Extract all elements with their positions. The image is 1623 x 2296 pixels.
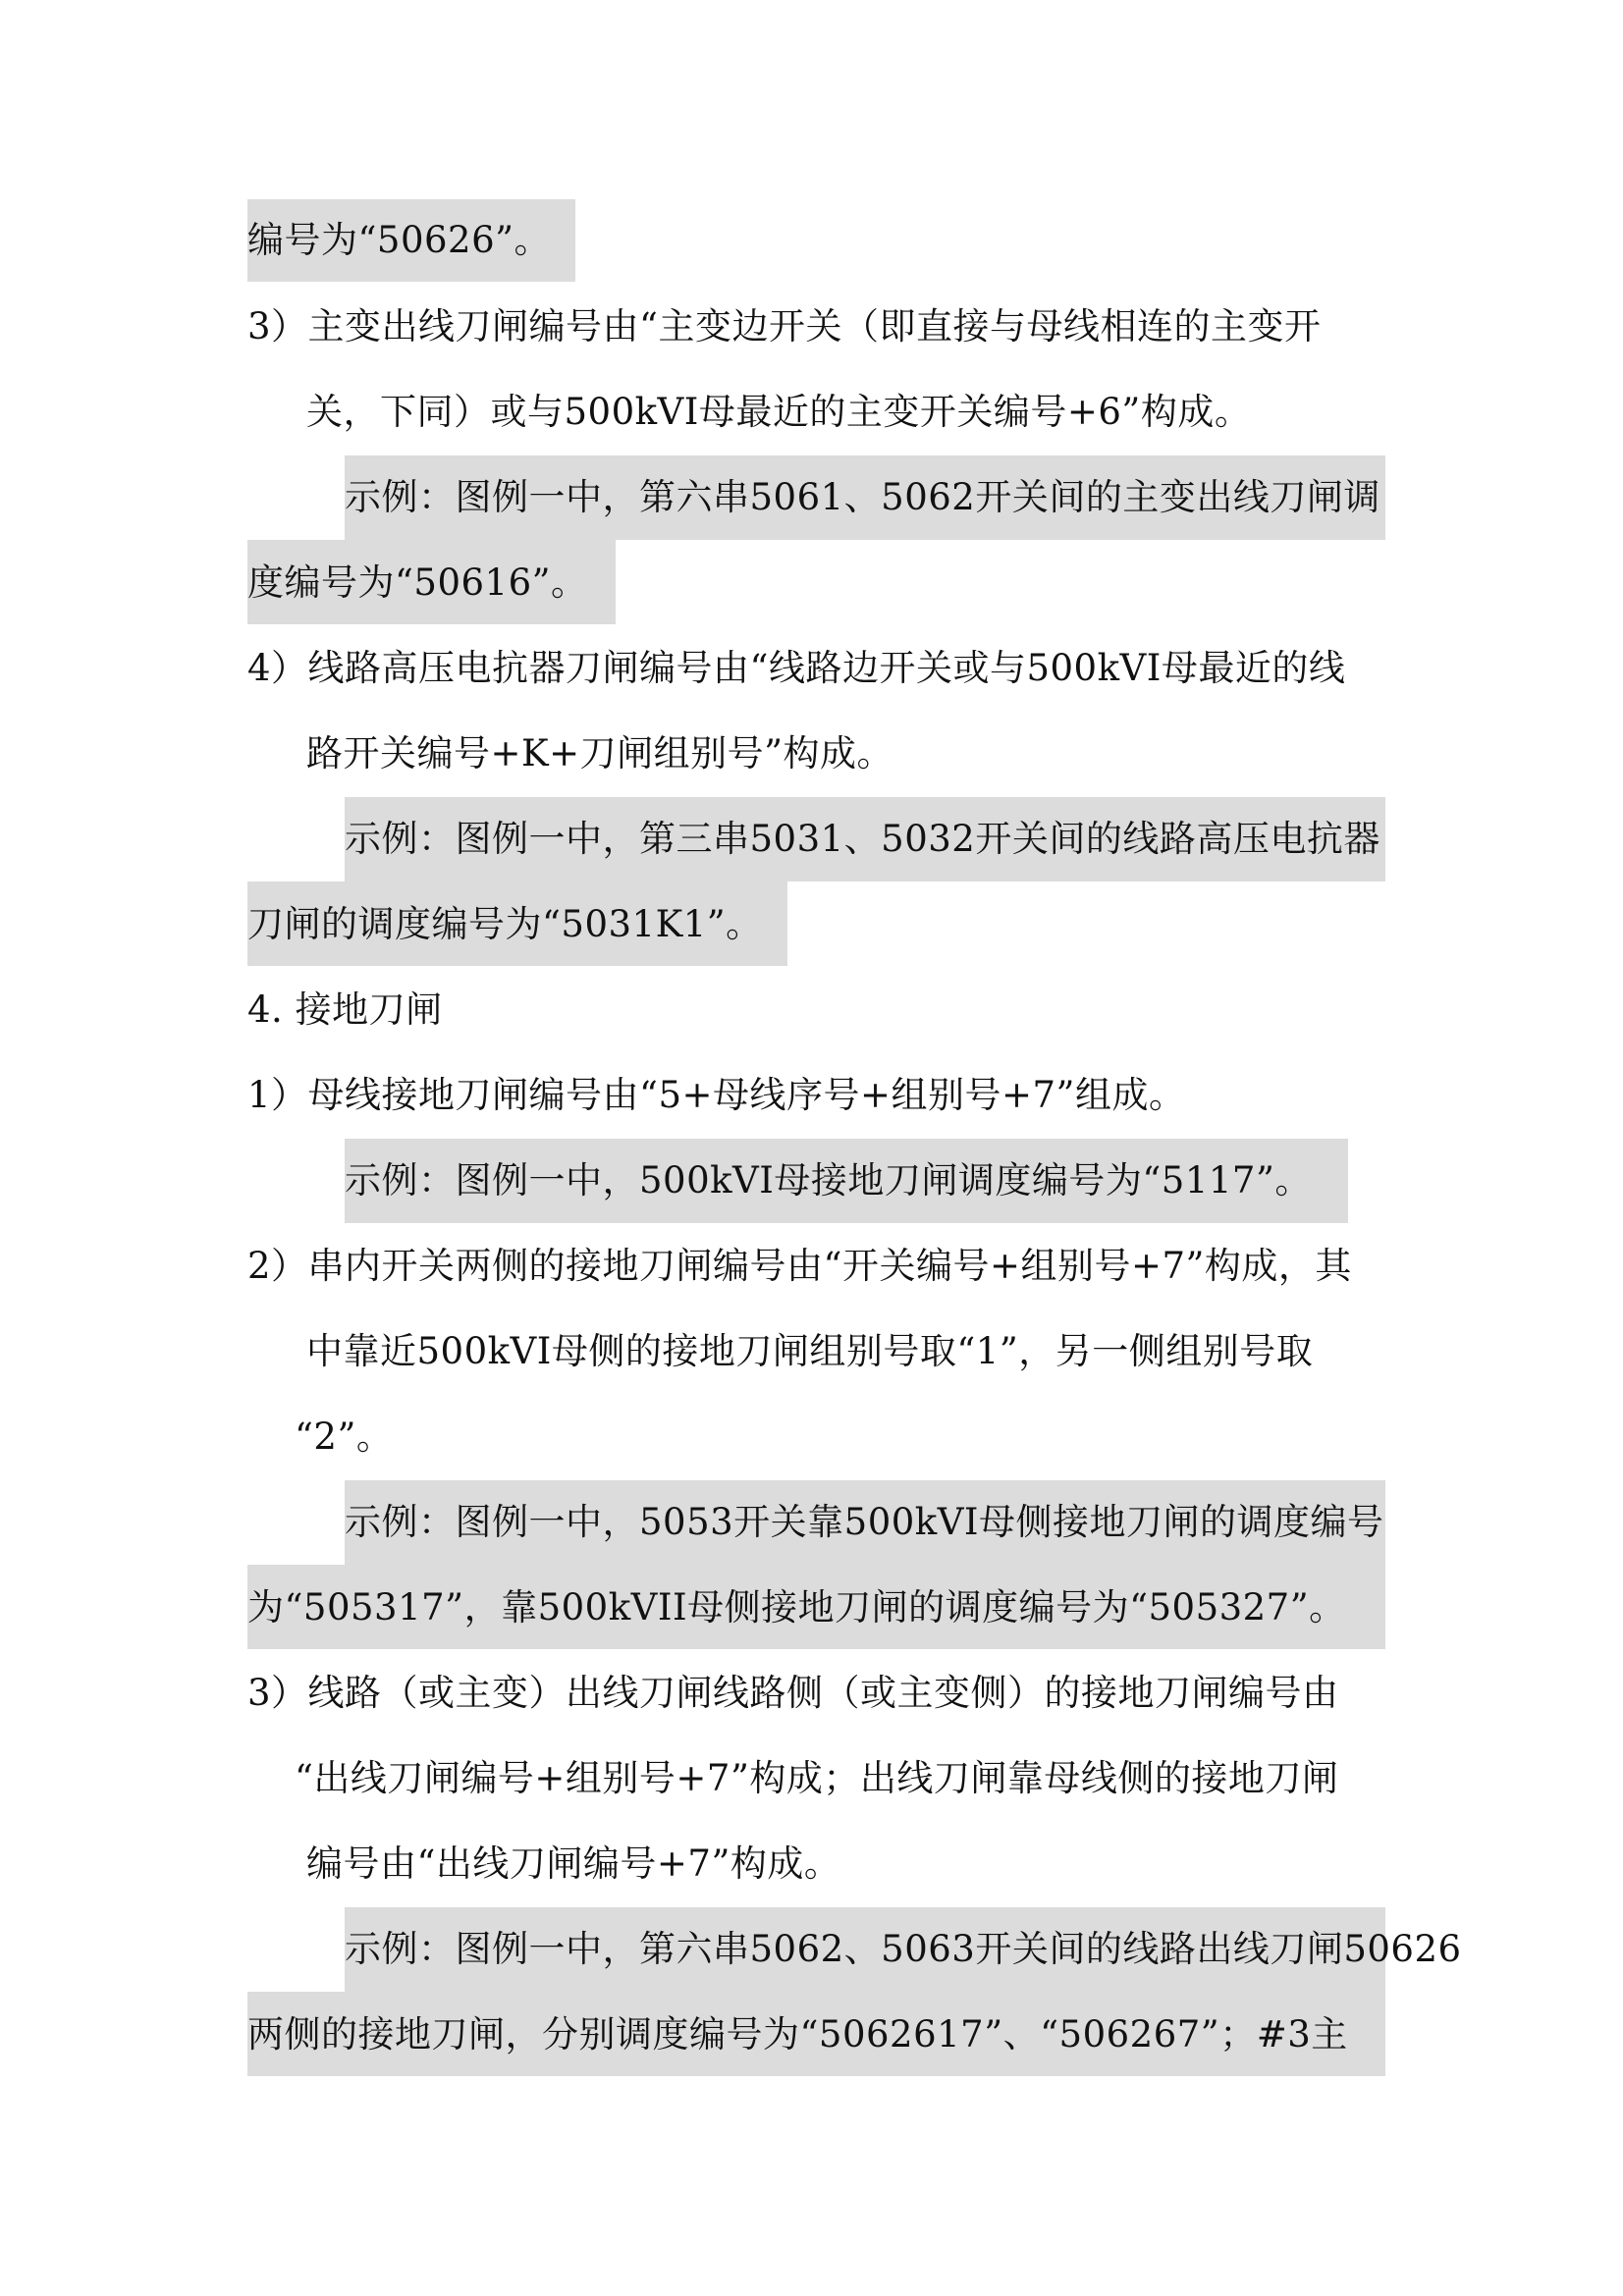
text-line-20: 编号由“出线刀闸编号+7”构成。	[306, 1842, 841, 1885]
text-line-21: 示例：图例一中，第六串5062、5063开关间的线路出线刀闸50626	[345, 1928, 1462, 1970]
text-line-07: 路开关编号+K+刀闸组别号”构成。	[306, 732, 894, 774]
text-line-14: 中靠近500kVI母侧的接地刀闸组别号取“1”，另一侧组别号取	[306, 1330, 1314, 1372]
text-line-09: 刀闸的调度编号为“5031K1”。	[247, 903, 763, 945]
text-line-17: 为“505317”，靠500kVII母侧接地刀闸的调度编号为“505327”。	[247, 1586, 1346, 1629]
text-line-04: 示例：图例一中，第六串5061、5062开关间的主变出线刀闸调	[345, 476, 1380, 518]
text-line-22: 两侧的接地刀闸，分别调度编号为“5062617”、“506267”；#3主	[247, 2013, 1348, 2056]
text-line-13: 2）串内开关两侧的接地刀闸编号由“开关编号+组别号+7”构成，其	[247, 1245, 1352, 1287]
text-line-18: 3）线路（或主变）出线刀闸线路侧（或主变侧）的接地刀闸编号由	[247, 1672, 1339, 1714]
text-line-11: 1）母线接地刀闸编号由“5+母线序号+组别号+7”组成。	[247, 1074, 1186, 1116]
text-line-03: 关，下同）或与500kVI母最近的主变开关编号+6”构成。	[306, 391, 1252, 433]
text-line-01: 编号为“50626”。	[247, 219, 552, 261]
text-line-12: 示例：图例一中，500kVI母接地刀闸调度编号为“5117”。	[345, 1159, 1312, 1201]
text-line-10: 4. 接地刀闸	[247, 988, 443, 1031]
text-line-02: 3）主变出线刀闸编号由“主变边开关（即直接与母线相连的主变开	[247, 305, 1322, 347]
text-line-19: “出线刀闸编号+组别号+7”构成；出线刀闸靠母线侧的接地刀闸	[295, 1757, 1339, 1799]
text-line-06: 4）线路高压电抗器刀闸编号由“线路边开关或与500kVI母最近的线	[247, 647, 1346, 689]
text-line-08: 示例：图例一中，第三串5031、5032开关间的线路高压电抗器	[345, 818, 1380, 860]
text-line-05: 度编号为“50616”。	[247, 561, 588, 604]
text-line-16: 示例：图例一中，5053开关靠500kVI母侧接地刀闸的调度编号	[345, 1501, 1384, 1543]
text-line-15: “2”。	[295, 1415, 394, 1458]
